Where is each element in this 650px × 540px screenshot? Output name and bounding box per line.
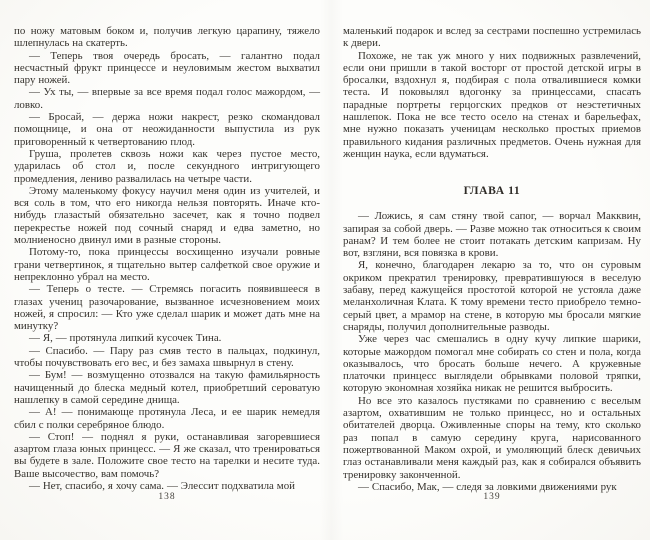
- paragraph: — Теперь твоя очередь бросать, — галантно подал несчастный фрукт принцессе и неуловимым жестом выхватил пару ножей.: [14, 49, 320, 87]
- paragraph: по ножу матовым боком и, получив легкую царапину, тяжело шлепнулась на скатерть.: [14, 25, 320, 50]
- right-page-text: [343, 25, 641, 493]
- chapter-heading: ГЛАВА 11: [463, 184, 521, 198]
- paragraph: Но все это казалось пустяками по сравнению с веселым азартом, охватившим не только принцесс, но и остальных обитателей дворца. Оживленные споры на тему, кто сколько раз попал в самую середину круга, нарисованного пожертвованной Маком охрой, и умоляющий блеск девичьих глаз останавливали меня каждый раз, как я собирался объявить тренировку законченной.: [343, 394, 641, 481]
- left-page-number: 138: [158, 492, 176, 502]
- paragraph: — Теперь о тесте. — Стремясь погасить появившееся в глазах учениц разочарование, вызванное исчезновением моих ножей, я спросил: — Кто уже сделал шарик и может дать мне на минутку?: [14, 283, 320, 333]
- paragraph: — Спасибо. — Пару раз смяв тесто в пальцах, подкинул, чтобы почувствовать его вес, и без замаха швырнул в стену.: [14, 344, 320, 370]
- paragraph: — Нет, спасибо, я хочу сама. — Элессит подхватила мой: [29, 479, 295, 492]
- paragraph: — Я, — протянула липкий кусочек Тина.: [29, 332, 222, 345]
- right-page-number: 139: [483, 492, 501, 502]
- paragraph: — Стоп! — поднял я руки, останавливая загоревшиеся азартом глаза юных принцесс. — Я же сказал, что тренироваться вы будете в зале. Положите свое тесто на тарелки и несите туда. Ваше высочество, вам помочь?: [14, 430, 320, 480]
- paragraph: маленький подарок и вслед за сестрами поспешно устремилась к двери.: [343, 25, 641, 50]
- paragraph: Этому маленькому фокусу научил меня один из учителей, и вся соль в том, что его никогда нельзя повторять. Иначе кто-нибудь глазастый обязательно засечет, как я точно подвел перекрестье ножей под сочный снаряд и едва заметно, но молниеносно двинул ими в разные стороны.: [14, 184, 320, 247]
- paragraph: Я, конечно, благодарен лекарю за то, что он суровым окриком прекратил тренировку, превратившуюся в веселую забаву, перед кажущейся простотой которой не устояла даже меланхоличная Клата. К тому времени тесто приобрело темно-серый цвет, а мрамор на стене, в которую мы бросали мягкие снаряды, получил дополнительные разводы.: [343, 259, 641, 333]
- paragraph: Потому-то, пока принцессы восхищенно изучали ровные грани четвертинок, я тщательно вытер салфеткой свое оружие и непреклонно убрал на место.: [14, 246, 320, 283]
- page-gutter: [320, 0, 343, 540]
- paragraph: — А! — понимающе протянула Леса, и ее шарик немедля сбил с полки серебряное блюдо.: [14, 406, 320, 431]
- paragraph: — Спасибо, Мак, — следя за ловкими движениями рук: [358, 480, 617, 493]
- paragraph: — Бум! — возмущенно отозвался на такую фамильярность начищенный до блеска медный котел, приобретший сероватую нашлепку в самой середине днища.: [14, 369, 320, 406]
- left-page-text: [14, 25, 320, 492]
- paragraph: Уже через час смешались в одну кучу липкие шарики, которые мажордом помогал мне собирать со стен и пола, когда оказывалось, что бросать больше нечего. А кружевные платочки принцесс выглядели обрывками половой тряпки, которую экономная хозяйка никак не решится выбросить.: [343, 333, 641, 395]
- paragraph: Груша, пролетев сквозь ножи как через пустое место, ударилась об стол и, после секундного интригующего промедления, лениво развалилась на четыре части.: [14, 147, 320, 185]
- paragraph: — Ложись, я сам стяну твой сапог, — ворчал Макквин, запирая за собой дверь. — Разве можно так относиться к своим ранам? И тем более не стоит потакать детским капризам. Ну вот, взгляни, вся повязка в крови.: [343, 210, 641, 260]
- paragraph: — Ух ты, — впервые за все время подал голос мажордом, — ловко.: [14, 86, 320, 111]
- paragraph: — Бросай, — держа ножи накрест, резко скомандовал помощнице, и она от неожиданности выпустила из рук приговоренный к четвертованию плод.: [14, 111, 320, 148]
- paragraph: Похоже, не так уж много у них подвижных развлечений, если они пришли в такой восторг от простой детской игры в бросалки, вздохнул я, подбирая с пола отвалившиеся комки теста. И поковылял вдогонку за принцессами, спасать парадные портреты герцогских предков от неэстетичных нашлепок. Пока не все тесто осело на стенах и барельефах, мне нужно показать ученицам несколько простых приемов правильного кидания различных предметов. Очень нужная для женщин наука, если вдуматься.: [343, 49, 641, 160]
